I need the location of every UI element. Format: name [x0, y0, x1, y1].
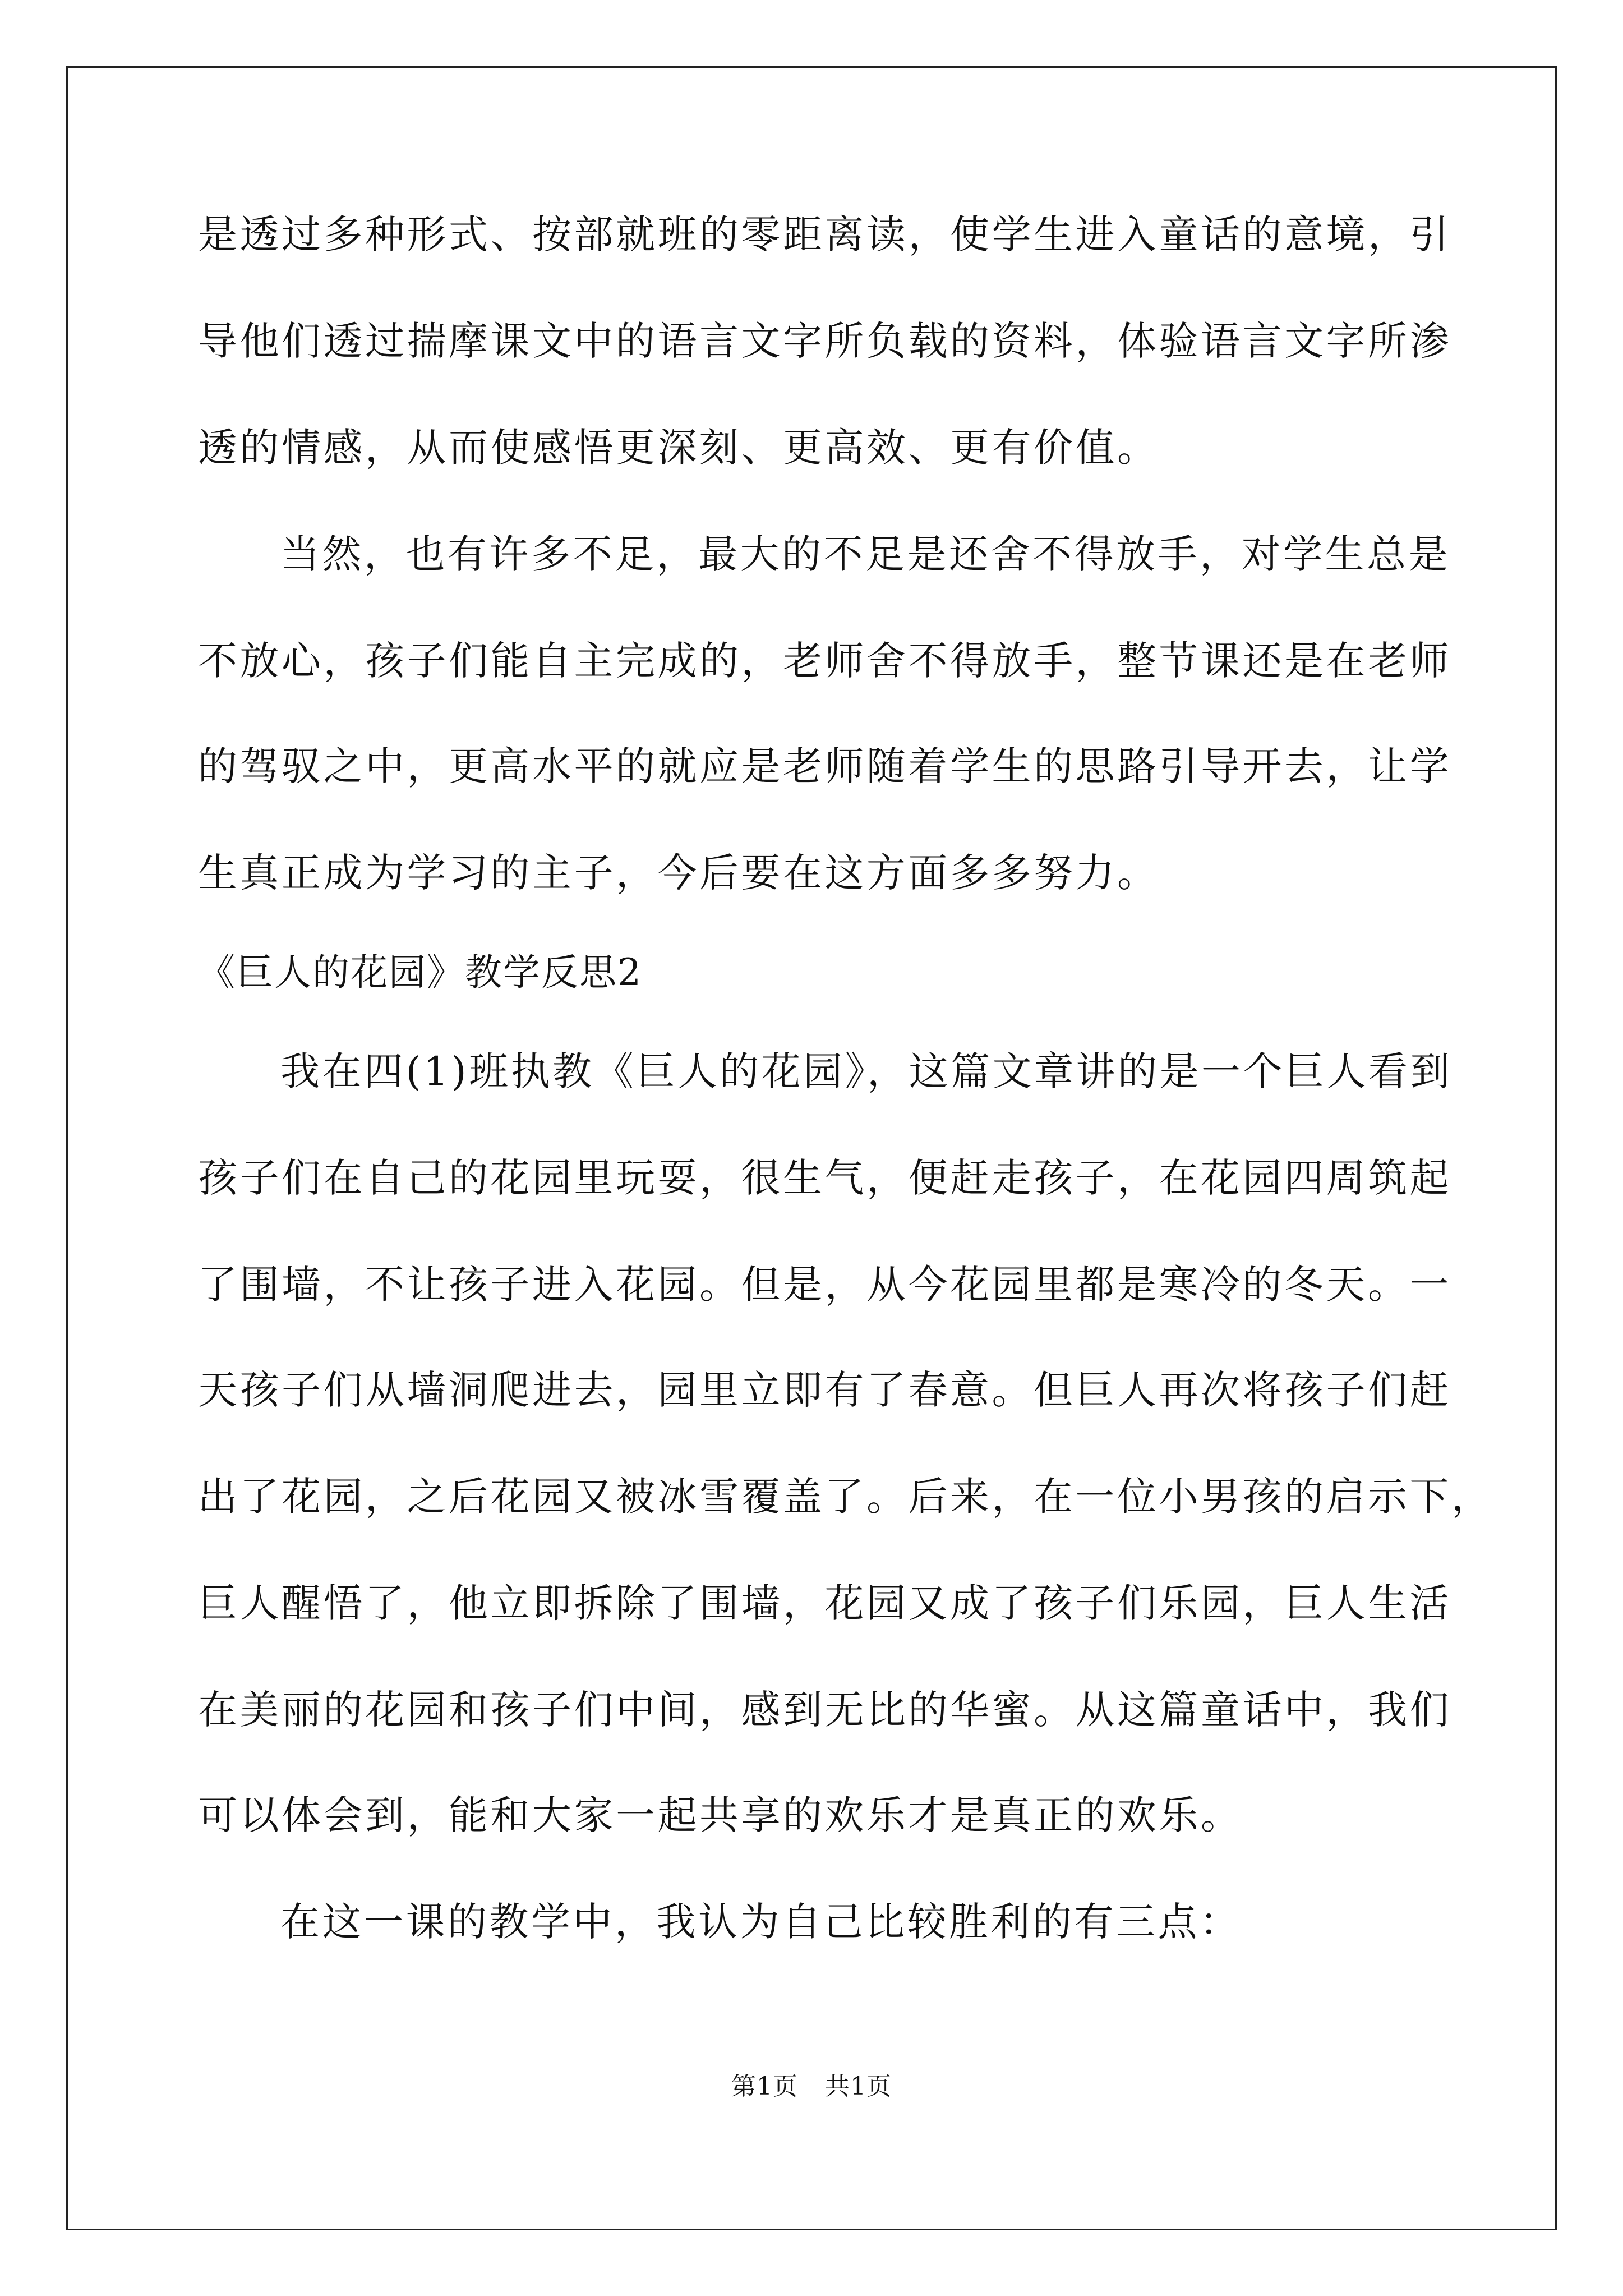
text-line: 当然，也有许多不足，最大的不足是还舍不得放手，对学生总是 [280, 531, 1450, 577]
text-line: 是透过多种形式、按部就班的零距离读，使学生进入童话的意境，引 [198, 211, 1451, 257]
page-total: 共1页 [825, 2072, 892, 2101]
text-line: 生真正成为学习的主子，今后要在这方面多多努力。 [198, 850, 1159, 896]
text-line: 不放心，孩子们能自主完成的，老师舍不得放手，整节课还是在老师 [198, 638, 1451, 684]
text-line: 透的情感，从而使感悟更深刻、更高效、更有价值。 [198, 425, 1159, 471]
text-line: 在美丽的花园和孩子们中间，感到无比的华蜜。从这篇童话中，我们 [198, 1687, 1451, 1733]
text-line: 了围墙，不让孩子进入花园。但是，从今花园里都是寒冷的冬天。一 [198, 1262, 1451, 1308]
text-line: 可以体会到，能和大家一起共享的欢乐才是真正的欢乐。 [198, 1792, 1243, 1838]
text-line: 导他们透过揣摩课文中的语言文字所负载的资料，体验语言文字所渗 [198, 318, 1451, 364]
section-heading: 《巨人的花园》教学反思2 [198, 951, 642, 994]
text-line: 在这一课的教学中，我认为自己比较胜利的有三点： [280, 1899, 1242, 1945]
text-line: 巨人醒悟了，他立即拆除了围墙，花园又成了孩子们乐园，巨人生活 [198, 1580, 1451, 1626]
text-line: 的驾驭之中，更高水平的就应是老师随着学生的思路引导开去，让学 [198, 743, 1451, 789]
text-line: 孩子们在自己的花园里玩耍，很生气，便赶走孩子，在花园四周筑起 [198, 1155, 1451, 1201]
page-number: 第1页 [731, 2072, 798, 2101]
text-line: 出了花园，之后花园又被冰雪覆盖了。后来，在一位小男孩的启示下， [198, 1474, 1493, 1520]
page-footer [0, 2070, 1623, 2104]
text-line: 天孩子们从墙洞爬进去，园里立即有了春意。但巨人再次将孩子们赶 [198, 1367, 1451, 1413]
text-line: 我在四(1)班执教《巨人的花园》，这篇文章讲的是一个巨人看到 [280, 1048, 1453, 1094]
